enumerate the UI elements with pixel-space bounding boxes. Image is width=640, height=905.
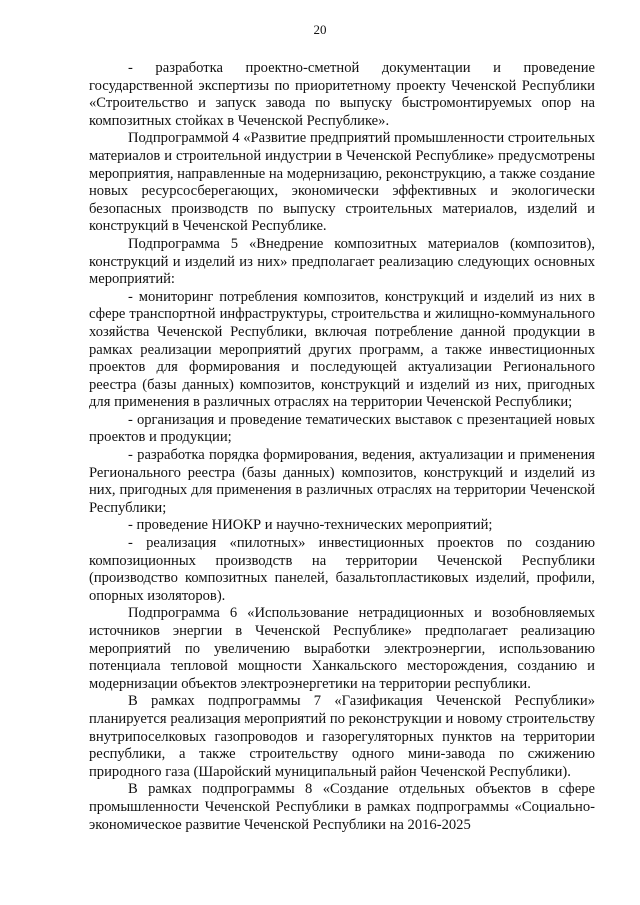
paragraph-subprogram-5: Подпрограмма 5 «Внедрение композитных материалов (композитов), конструкций и изделий из них» предполагает реализацию следующих основных мероприятий:: [89, 235, 595, 288]
list-item-exhibitions: - организация и проведение тематических выставок с презентацией новых проектов и продукции;: [89, 411, 595, 446]
list-item-pilot-projects: - реализация «пилотных» инвестиционных проектов по созданию композиционных производств на территории Чеченской Республики (производство композитных панелей, базальтопластиковых изделий, профили, опорных изоляторов).: [89, 535, 595, 604]
page-number: 20: [313, 22, 327, 37]
paragraph-subprogram-8: В рамках подпрограммы 8 «Создание отдельных объектов в сфере промышленности Чеченской Республики в рамках подпрограммы «Социально-экономическое развитие Чеченской Республики на 2016-2025: [89, 781, 595, 833]
document-body: [89, 60, 595, 834]
list-item-monitoring: - мониторинг потребления композитов, конструкций и изделий из них в сфере транспортной инфраструктуры, строительства и жилищно-коммунального хозяйства Чеченской Республики, включая потребление данной продукции в рамках реализации мероприятий других программ, а также инвестиционных проектов для формирования и последующей актуализации Регионального реестра (базы данных) композитов, конструкций и изделий из них, пригодных для применения в различных отраслях на территории Чеченской Республики;: [89, 288, 595, 411]
paragraph-subprogram-4: Подпрограммой 4 «Развитие предприятий промышленности строительных материалов и строительной индустрии в Чеченской Республике» предусмотрены мероприятия, направленные на модернизацию, реконструкцию, а также создание новых ресурсосберегающих, экономически эффективных и экологически безопасных производств по выпуску строительных материалов, изделий и конструкций в Чеченской Республике.: [89, 130, 595, 235]
list-item-rnd: - проведение НИОКР и научно-технических мероприятий;: [128, 517, 493, 534]
paragraph-subprogram-6: Подпрограмма 6 «Использование нетрадиционных и возобновляемых источников энергии в Чеченской Республике» предполагает реализацию мероприятий по увеличению выработки электроэнергии, использованию потенциала тепловой мощности Ханкальского месторождения, созданию и модернизации объектов электроэнергетики на территории республики.: [89, 605, 595, 692]
list-item-registry: - разработка порядка формирования, ведения, актуализации и применения Регионального реестра (базы данных) композитов, конструкций и изделий из них, пригодных для применения в различных отраслях на территории Чеченской Республики;: [89, 447, 595, 516]
paragraph-design-documentation: - разработка проектно-сметной документации и проведение государственной экспертизы по приоритетному проекту Чеченской Республики «Строительство и запуск завода по выпуску быстромонтируемых опор на композитных стойках в Чеченской Республике».: [89, 60, 595, 129]
paragraph-subprogram-7: В рамках подпрограммы 7 «Газификация Чеченской Республики» планируется реализация мероприятий по реконструкции и новому строительству внутрипоселковых газопроводов и газорегуляторных пунктов на территории республики, а также строительству одного мини-завода по сжижению природного газа (Шаройский муниципальный район Чеченской Республики).: [89, 693, 595, 780]
